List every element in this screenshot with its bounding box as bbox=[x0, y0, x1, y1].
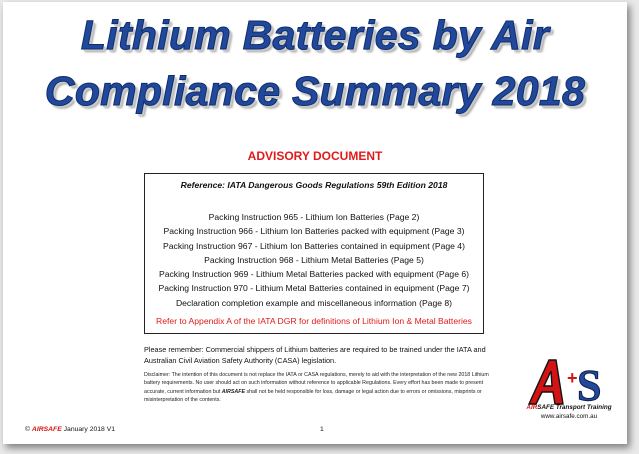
contents-item: Packing Instruction 965 - Lithium Ion Batteries (Page 2) bbox=[208, 212, 420, 222]
contents-item: Packing Instruction 970 - Lithium Metal Batteries contained in equipment (Page 7) bbox=[158, 283, 470, 294]
copyright-symbol: © bbox=[25, 426, 31, 433]
disclaimer bbox=[144, 371, 489, 404]
logo-letter-a bbox=[529, 360, 563, 404]
contents-item: Declaration completion example and miscellaneous information (Page 8) bbox=[175, 297, 453, 308]
contents-item: Packing Instruction 969 - Lithium Metal Batteries packed with equipment (Page 6) bbox=[158, 269, 469, 280]
airsafe-logo bbox=[523, 354, 613, 406]
contents-item: Packing Instruction 966 - Lithium Ion Batteries packed with equipment (Page 3) bbox=[163, 226, 465, 237]
footer-version: January 2018 V1 bbox=[63, 426, 116, 433]
logo-plus: + bbox=[567, 368, 578, 388]
logo-letter-s: S bbox=[577, 361, 602, 406]
advisory-heading: ADVISORY DOCUMENT bbox=[247, 149, 383, 163]
training-reminder: Please remember: Commercial shippers of Lithium batteries are required to be trained under the IATA and Australian Civil Aviation Safety Authority (CASA) legislation. bbox=[144, 345, 486, 365]
contents-item: Packing Instruction 968 - Lithium Metal Batteries (Page 5) bbox=[204, 254, 424, 265]
reference-line: Reference: IATA Dangerous Goods Regulations 59th Edition 2018 bbox=[180, 180, 448, 190]
title-line-1: Lithium Batteries by Air bbox=[80, 12, 550, 58]
logo-caption bbox=[523, 403, 615, 421]
document-page bbox=[3, 2, 627, 444]
page-number: 1 bbox=[320, 426, 324, 433]
contents-box bbox=[144, 173, 484, 334]
footer-copyright bbox=[25, 426, 115, 433]
logo-brand: AIRSAFE Transport Training bbox=[526, 404, 612, 411]
appendix-note: Refer to Appendix A of the IATA DGR for definitions of Lithium Ion & Metal Batteries bbox=[156, 316, 472, 326]
disclaimer-text-1: Disclaimer: The intention of this document is not replace the IATA or CASA regulations, merely to aid with the interpretation of the new 2018 Lithium battery requirements. No user should act on such information without reference to applicable Regulations. Every effort has been made to present accurate, current information but bbox=[144, 372, 489, 395]
title-line-2: Compliance Summary 2018 bbox=[44, 68, 586, 114]
footer-brand: AIRSAFE bbox=[31, 426, 62, 433]
website-link[interactable]: www.airsafe.com.au bbox=[540, 413, 598, 420]
contents-list bbox=[145, 210, 483, 310]
disclaimer-brand: AIRSAFE bbox=[221, 388, 245, 395]
contents-item: Packing Instruction 967 - Lithium Ion Batteries contained in equipment (Page 4) bbox=[163, 240, 465, 251]
disclaimer-text-2: shall not be held responsible for loss, damage or legal action due to errors or omissions, misprints or misinterpretation of the contents. bbox=[144, 388, 482, 403]
